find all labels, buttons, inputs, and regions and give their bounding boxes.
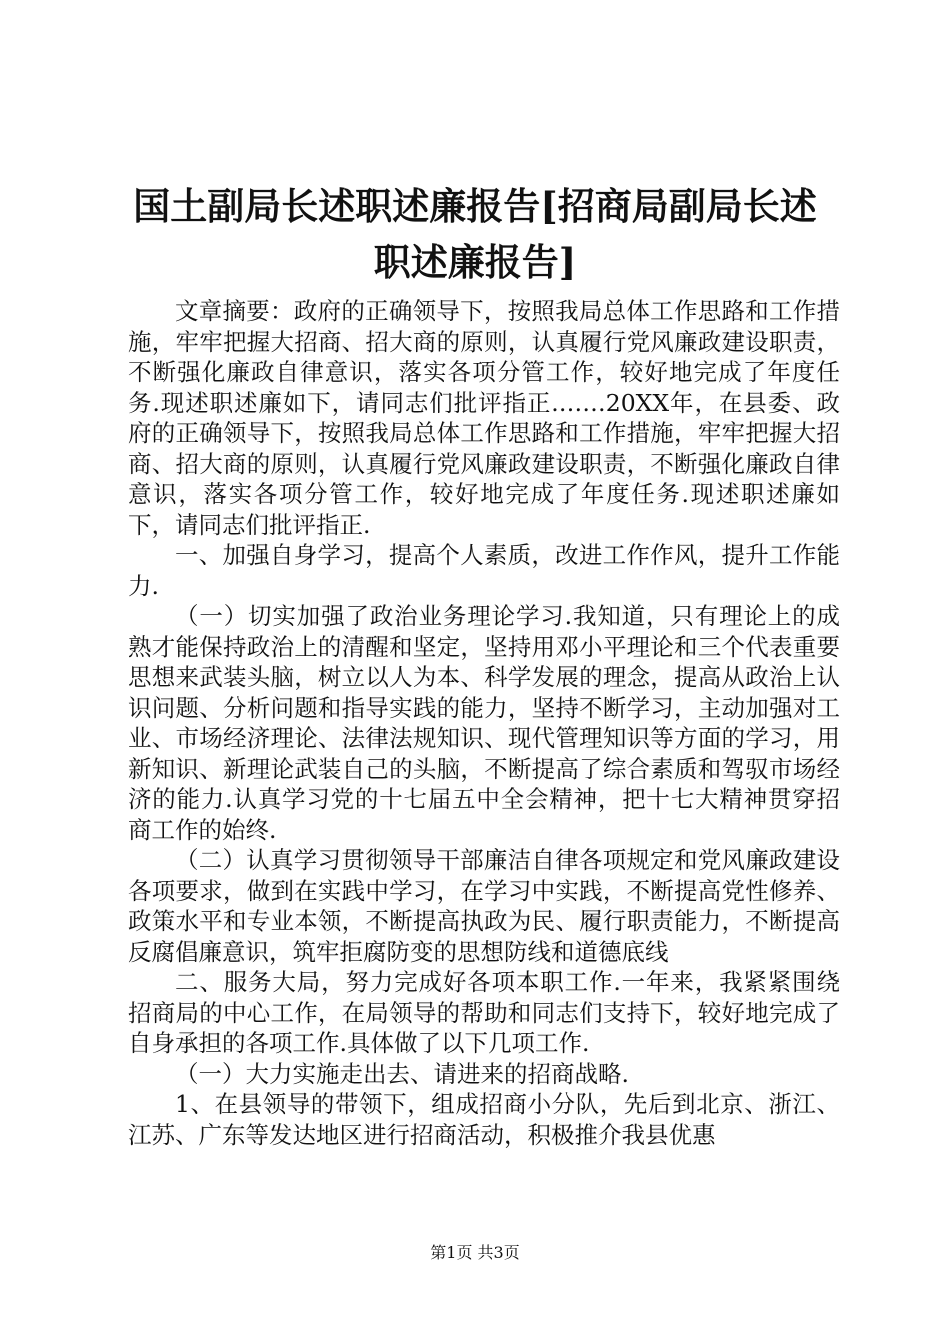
- paragraph-section-1-2: （二）认真学习贯彻领导干部廉洁自律各项规定和党风廉政建设各项要求，做到在实践中学习，在学习中实践，不断提高党性修养、政策水平和专业本领，不断提高执政为民、履行职责能力，不断提高反腐倡廉意识，筑牢拒腐防变的思想防线和道德底线: [128, 846, 840, 966]
- paragraph-section-2-1-item-1: 1、在县领导的带领下，组成招商小分队，先后到北京、浙江、江苏、广东等发达地区进行招商活动，积极推介我县优惠: [128, 1090, 840, 1149]
- page-number-footer: 第1页 共3页: [430, 1243, 520, 1262]
- paragraph-section-2-heading: 二、服务大局，努力完成好各项本职工作.一年来，我紧紧围绕招商局的中心工作，在局领导的帮助和同志们支持下，较好地完成了自身承担的各项工作.具体做了以下几项工作.: [128, 968, 840, 1057]
- document-title: 国土副局长述职述廉报告[招商局副局长述职述廉报告]: [133, 184, 817, 284]
- paragraph-section-2-1: （一）大力实施走出去、请进来的招商战略.: [175, 1059, 629, 1088]
- paragraph-section-1-1: （一）切实加强了政治业务理论学习.我知道，只有理论上的成熟才能保持政治上的清醒和坚定，坚持用邓小平理论和三个代表重要思想来武装头脑，树立以人为本、科学发展的理念，提高从政治上认识问题、分析问题和指导实践的能力，坚持不断学习，主动加强对工业、市场经济理论、法律法规知识、现代管理知识等方面的学习，用新知识、新理论武装自己的头脑，不断提高了综合素质和驾驭市场经济的能力.认真学习党的十七届五中全会精神，把十七大精神贯穿招商工作的始终.: [128, 602, 840, 844]
- paragraph-section-1-heading: 一、加强自身学习，提高个人素质，改进工作作风，提升工作能力.: [128, 541, 840, 600]
- paragraph-abstract: 文章摘要：政府的正确领导下，按照我局总体工作思路和工作措施，牢牢把握大招商、招大商的原则，认真履行党风廉政建设职责，不断强化廉政自律意识，落实各项分管工作，较好地完成了年度任务.现述职述廉如下，请同志们批评指正.……20XX年，在县委、政府的正确领导下，按照我局总体工作思路和工作措施，牢牢把握大招商、招大商的原则，认真履行党风廉政建设职责，不断强化廉政自律意识，落实各项分管工作，较好地完成了年度任务.现述职述廉如下，请同志们批评指正.: [128, 297, 840, 539]
- document-body: [128, 296, 840, 1150]
